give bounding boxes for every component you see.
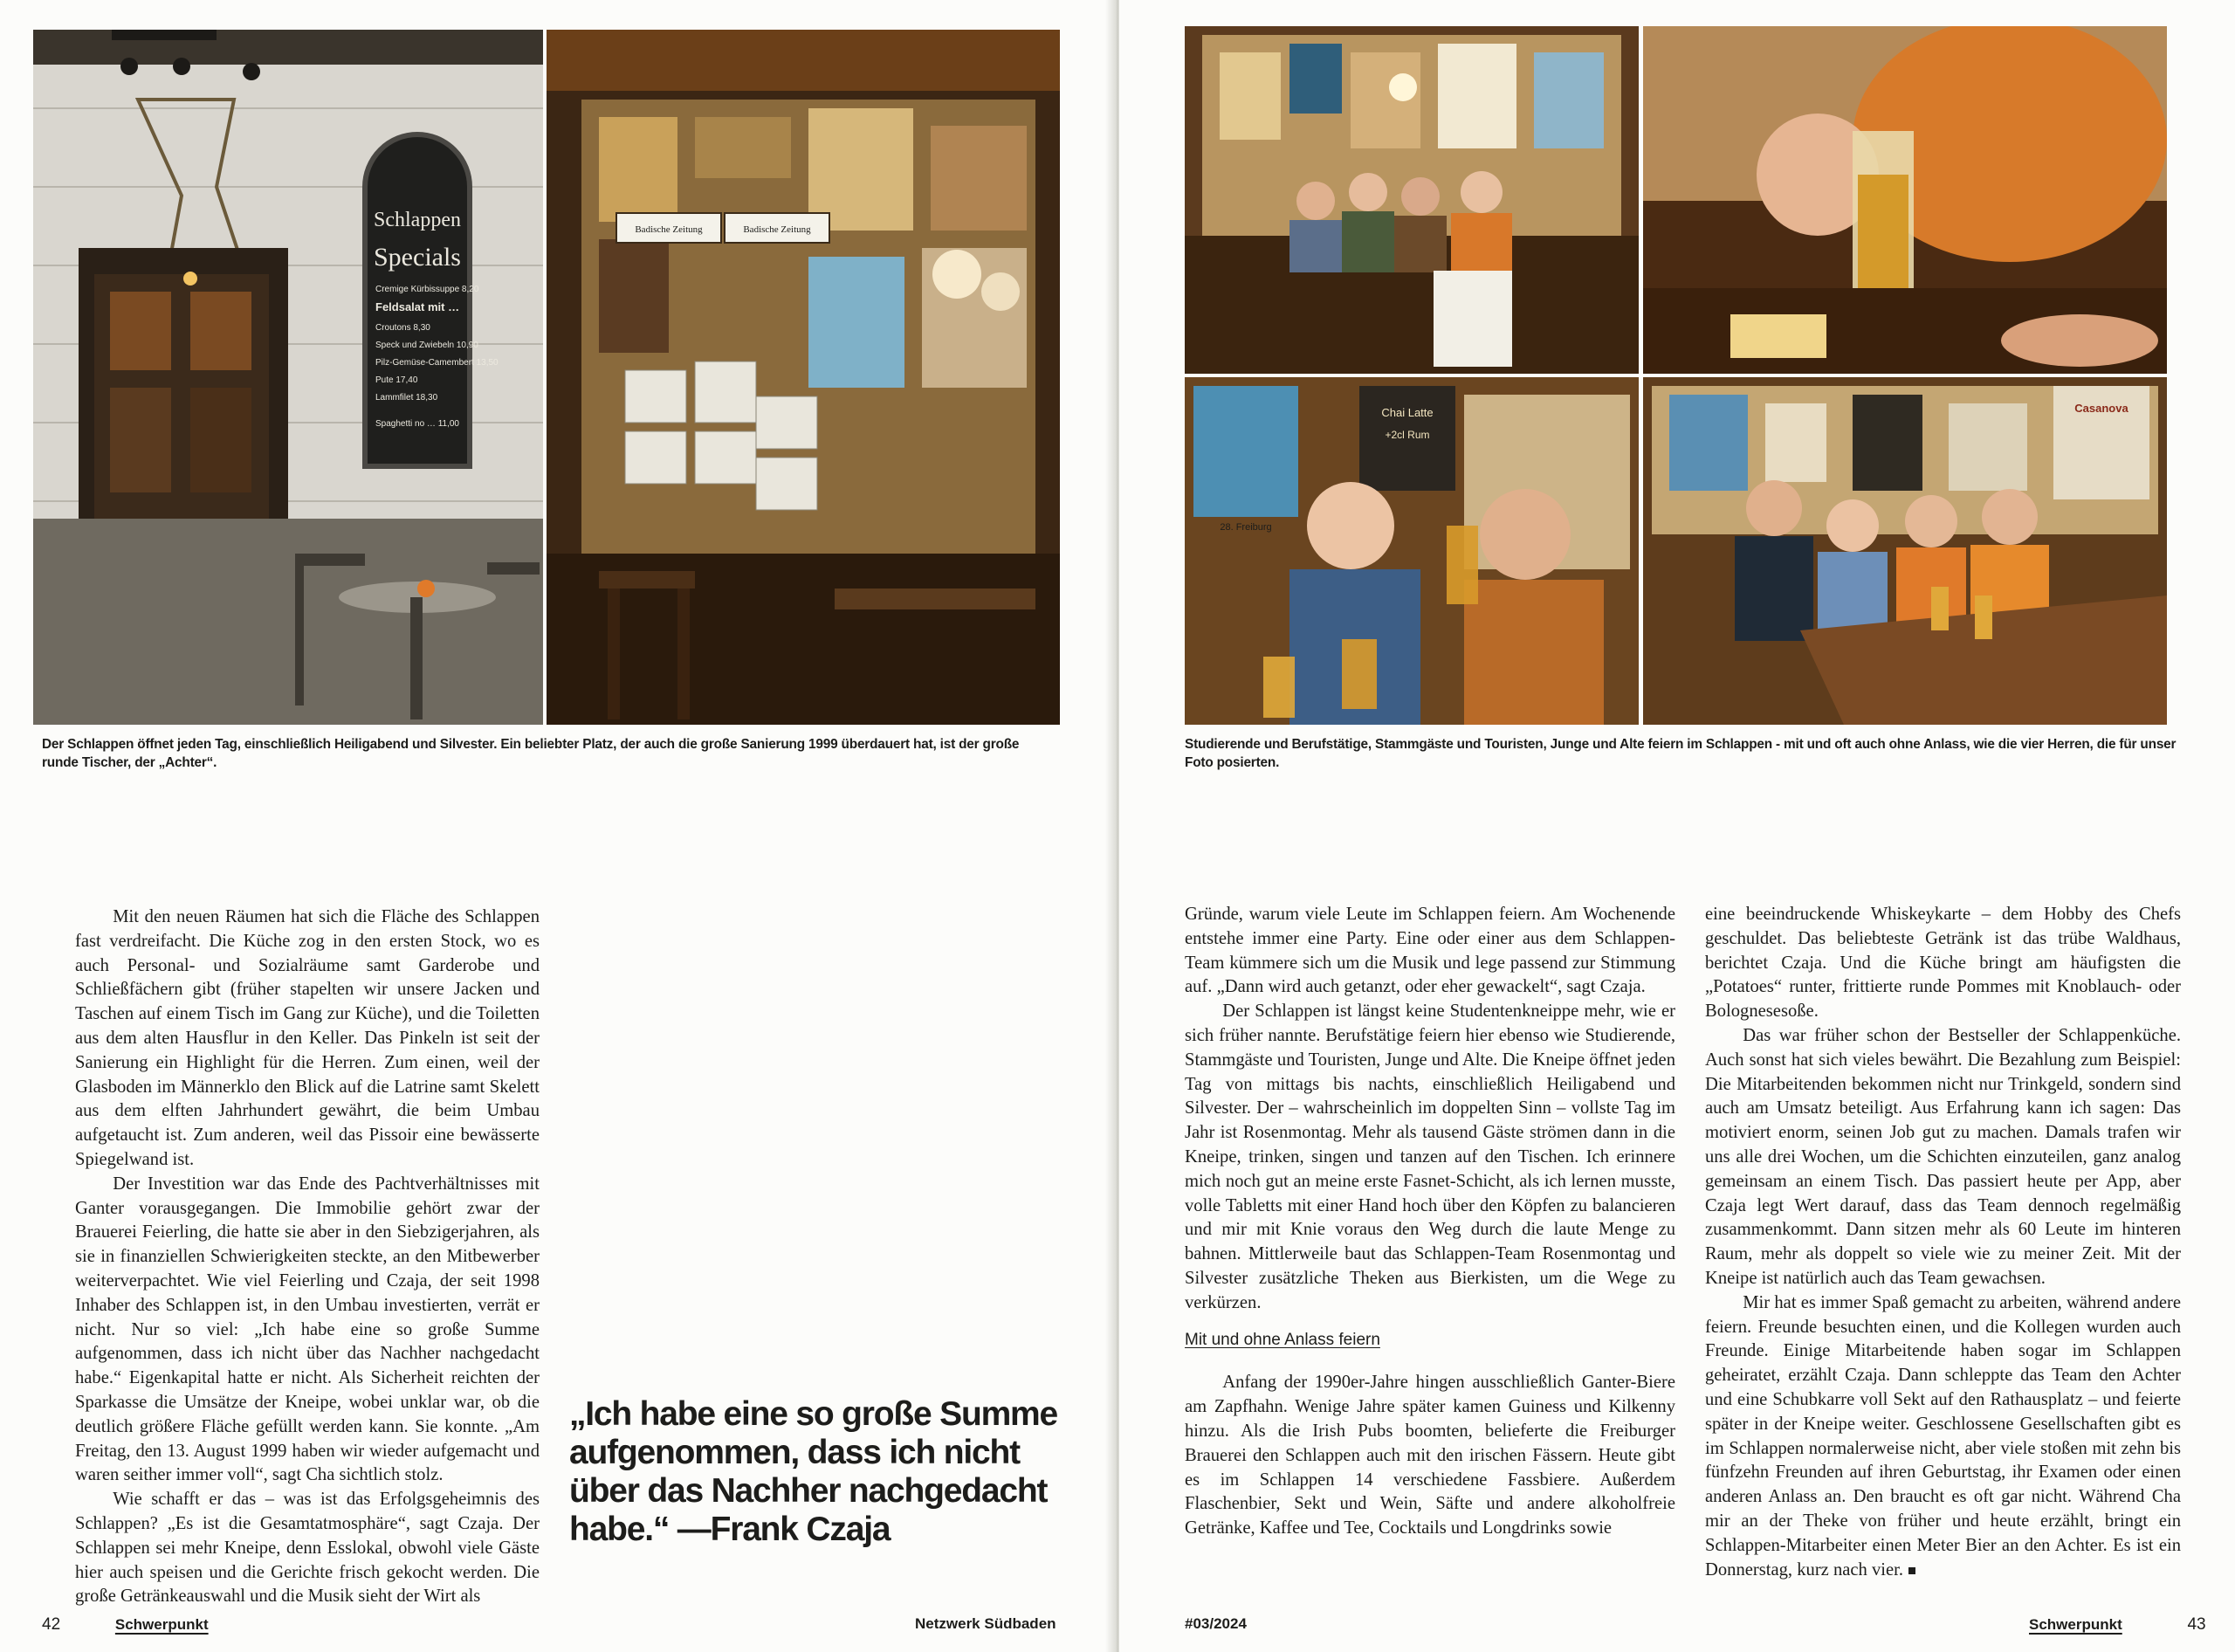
body-paragraph: Mir hat es immer Spaß gemacht zu arbeiten, während andere feiern. Freunde besuchten einen, und die Kollegen wurden auch Freunde. Einige Mitarbeitende haben sogar im Schlappen geheiratet, erzählt Czaja. Dann schleppte das Team den Achter und eine Schubkarre voll Sekt auf den Rathausplatz – und feierte später in der Kneipe weiter. Geschlossene Gesellschaften gibt es im Schlappen normalerweise nicht, aber viele stoßen mit zehn bis fünfzehn Freunden auf ihren Geburtstag, ihr Examen oder einen anderen Anlass an. Den braucht es oft gar nicht. Während Cha mir an der Theke von früher und heute erzählt, bringt ein Schlappen-Mitarbeiter einen Meter Bier an den Achter. Es ist ein Donnerstag, kurz nach vier. [1705,1292,2181,1580]
section-rubric: Schwerpunkt [114,1616,209,1633]
booth-illustration [1185,26,1639,374]
body-paragraph: Mit den neuen Räumen hat sich die Fläche des Schlappen fast verdreifacht. Die Küche zog in den ersten Stock, wo es auch Personal- und Sozialräume samt Garderobe und Schließfächern gibt (früher stapelten wir unsere Jacken und Taschen auf einem Tisch im Gang zur Küche), und die Toiletten aus dem alten Hausflur in den Keller. Das Pinkeln ist seit der Sanierung ein Highlight für die Herren. Zum einen, weil der Glasboden im Männerklo den Blick auf die Latrine samt Skelett aus dem elften Jahrhundert gewährt, die beim Umbau aufgetaucht ist. Zum anderen, weil das Pissoir eine bewässerte Spiegelwand ist. [75,907,540,1169]
photo-regulars-booth [1185,26,1639,374]
photo-beer-glass [1643,26,2167,374]
body-paragraph: Der Schlappen ist längst keine Studentenkneippe mehr, wie er sich früher nannte. Berufstätige feiern hier ebenso wie Studierende, Stammgäste und Touristen, Junge und Alte. Die Kneipe öffnet jeden Tag von mittags bis nachts, einschließlich Heiligabend und Silvester. Der – wahrscheinlich im doppelten Sinn – vollste Tag im Jahr ist Rosenmontag. Mehr als tausend Gäste strömen dann in die Kneipe, trinken, singen und tanzen auf den Tischen. Ich erinnere mich noch gut an meine erste Fasnet-Schicht, als ich lernen musste, volle Tabletts mit einer Hand hoch über den Köpfen zu balancieren und mir mit Knie voraus den Weg durch die laute Menge zu bahnen. Mittlerweile baut das Schlappen-Team Rosenmontag und Silvester zusätzliche Theken aus Bierkisten, um die Wege zu verkürzen. [1185,1002,1675,1312]
footer-publisher: Netzwerk Südbaden [915,1615,1056,1632]
page-number: 43 [2187,1615,2206,1634]
chalkboard-line: Lammfilet 18,30 [375,393,438,403]
subheading: Mit und ohne Anlass feiern [1185,1330,1380,1349]
chalkboard-heading: Specials [374,243,461,272]
body-column-right-1 [1185,903,1675,1541]
footer-issue: #03/2024 [1185,1615,1247,1632]
footer-left [42,1615,209,1635]
photo-four-men [1643,377,2167,725]
interior-illustration [547,30,1060,725]
chalkboard-line: Feldsalat mit … [375,300,460,313]
left-page [0,0,1116,1652]
photo-entrance [33,30,543,725]
photo-caption: Der Schlappen öffnet jeden Tag, einschließlich Heiligabend und Silvester. Ein beliebter Platz, der auch die große Sanierung 1999 überdauert hat, ist der große runde Tischer, der „Achter“. [42,737,1020,770]
body-paragraph: Anfang der 1990er-Jahre hingen ausschließlich Ganter-Biere am Zapfhahn. Wenige Jahre später kamen Guiness und Kilkenny hinzu. Als die Irish Pubs boomten, belieferte die Freiburger Brauerei den Schlappen auch mit den irischen Fässern. Heute gibt es im Schlappen 14 verschiedene Fassbiere. Außerdem Flaschenbier, Sekt und Wein, Säfte und andere alkoholfreie Getränke, Kaffee und Tee, Cocktails und Longdrinks sowie [1185,1373,1675,1538]
body-paragraph: Gründe, warum viele Leute im Schlappen feiern. Am Wochenende entstehe immer eine Party. Eine oder einer aus dem Schlappen-Team kümmere sich um die Musik und lege passend zur Stimmung auf. „Dann wird auch getanzt, oder eher gewackelt“, sagt Czaja. [1185,905,1675,997]
poster-text: 28. Freiburg [1220,522,1272,533]
chalkboard-line: Spaghetti no … 11,00 [375,419,459,429]
body-column-left [75,905,540,1609]
photo-interior [547,30,1060,725]
toast-illustration [1185,377,1639,725]
newspaper-sign: Badische Zeitung [743,224,811,235]
body-paragraph: eine beeindruckende Whiskeykarte – dem Hobby des Chefs geschuldet. Das beliebteste Getränk ist das trübe Waldhaus, berichtet Czaja. Und die Küche bringt am häufigsten die „Potatoes“ runter, frittierte runde Pommes mit Knoblauch- oder Bolognesesoße. [1705,905,2181,1022]
poster-text: Chai Latte [1381,406,1434,419]
end-mark [1908,1567,1915,1574]
chalkboard-line: Pilz-Gemüse-Camembert 13,50 [375,358,499,368]
body-paragraph: Das war früher schon der Bestseller der Schlappenküche. Auch sonst hat sich vieles bewährt. Die Bezahlung zum Beispiel: Die Mitarbeitenden bekommen nicht nur Trinkgeld, sondern sind auch am Umsatz beteiligt. Aus Erfahrung kann ich sagen: Das motiviert enorm, seinen Job gut zu machen. Damals trafen wir uns alle drei Wochen, um die Schichten einzuteilen, ganz analog gemeinsam an einem Tisch. Das passiert heute per App, aber Czaja legt Wert darauf, dass das Team dennoch regelmäßig zusammenkommt. Dann sitzen mehr als 60 Leute im hinteren Raum, mehr als doppelt so viele wie zu meiner Zeit. Mit der Kneipe ist natürlich auch das Team gewachsen. [1705,1025,2181,1288]
chalkboard-line: Pute 17,40 [375,375,418,385]
body-column-right-2 [1705,903,2181,1582]
chalkboard-line: Cremige Kürbissuppe 8,20 [375,285,479,294]
beer-illustration [1643,26,2167,374]
footer-right [2029,1615,2206,1635]
four-men-illustration [1643,377,2167,725]
right-page [1119,0,2235,1652]
photo-two-men-toasting [1185,377,1639,725]
newspaper-sign: Badische Zeitung [635,224,703,235]
chalkboard-title: Schlappen [374,209,461,231]
body-paragraph: Wie schafft er das – was ist das Erfolgsgeheimnis des Schlappen? „Es ist die Gesamtatmosphäre“, sagt Czaja. Der Schlappen sei mehr Kneipe, denn Esslokal, obwohl viele Gäste hier auch speisen und die Gerichte frisch gekocht werden. Die große Getränkeauswahl und die Musik sieht der Wirt als [75,1490,540,1607]
poster-text: +2cl Rum [1385,429,1430,441]
section-rubric: Schwerpunkt [2029,1616,2122,1633]
page-number: 42 [42,1615,61,1634]
photo-caption: Studierende und Berufstätige, Stammgäste und Touristen, Junge und Alte feiern im Schlappen - mit und oft auch ohne Anlass, wie die vier Herren, die für unser Foto posierten. [1185,737,2177,770]
poster-text: Casanova [2074,402,2128,415]
chalkboard-line: Speck und Zwiebeln 10,90 [375,341,478,350]
entrance-illustration [33,30,543,725]
chalkboard-line: Croutons 8,30 [375,323,430,333]
pull-quote: „Ich habe eine so große Summe aufgenommen, dass ich nicht über das Nachher nachgedacht habe.“ —Frank Czaja [569,1395,1058,1548]
body-paragraph: Der Investition war das Ende des Pachtverhältnisses mit Ganter vorausgegangen. Die Immobilie gehört zwar der Brauerei Feierling, die hatte sie aber in den Siebzigerjahren, als sie in finanziellen Schwierigkeiten steckte, an den Mitbewerber weiterverpachtet. Wie viel Feierling und Czaja, der seit 1998 Inhaber des Schlappen ist, in den Umbau investierten, verrät er nicht. Nur so viel: „Ich habe eine so große Summe aufgenommen, dass ich nicht über das Nachher nachgedacht habe.“ Eigenkapital hatte er nicht. Als Sicherheit reichten der Sparkasse die Umsätze der Kneipe, wobei unklar war, ob die deutlich größere Fläche gefüllt werden kann. Sie konnte. „Am Freitag, den 13. August 1999 haben wir wieder aufgemacht und waren seither immer voll“, sagt Cha sichtlich stolz. [75,1174,540,1485]
